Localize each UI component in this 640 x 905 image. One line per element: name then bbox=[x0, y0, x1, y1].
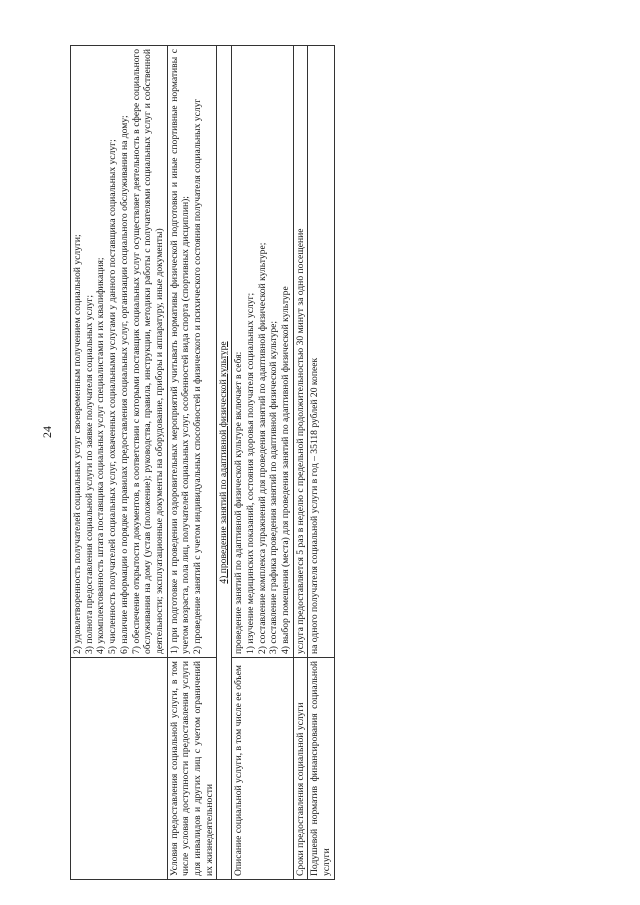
cell-terms-label: Сроки предоставления социальной услуги bbox=[293, 658, 308, 880]
list-item: 1) изучение медицинских показаний, состояния здоровья получателя социальных услуг; bbox=[244, 292, 256, 654]
list-item: 5) численность получателей социальных услуг, охваченных социальными услугами у данного поставщика социальных услуг; bbox=[107, 139, 119, 654]
rotated-page-content bbox=[70, 49, 575, 880]
table-row bbox=[308, 46, 334, 880]
list-item: 2) удовлетворенность получателей социальных услуг своевременным получением социальной услуги; bbox=[72, 234, 83, 654]
list-item: проведение занятий по адаптивной физической культуре включает в себя: bbox=[233, 351, 245, 654]
table-row bbox=[167, 46, 217, 880]
table-row bbox=[217, 46, 232, 880]
list-item: 1) при подготовке и проведении оздоровительных мероприятий учитывать нормативы физической подготовки и иные спортивные нормативы с учетом возраста, пола лиц, получателей социальных услуг, особенностей вида спорта (спортивных дисциплин); bbox=[168, 49, 192, 654]
list-item: 4) выбор помещения (места) для проведения занятий по адаптивной физической культуре bbox=[279, 286, 291, 654]
page-number: 24 bbox=[40, 426, 54, 438]
cell-conditions-label: Условия предоставления социальной услуги, в том числе условия доступности предоставления услуги для инвалидов и других лиц с учетом ограничений их жизнедеятельности bbox=[167, 658, 217, 880]
table-row bbox=[293, 46, 308, 880]
list-item: 3) составление графика проведения занятий по адаптивной физической культуре; bbox=[268, 320, 280, 654]
cell-description-label: Описание социальной услуги, в том числе ее объем bbox=[232, 658, 294, 880]
cell-empty bbox=[71, 658, 168, 880]
table-row bbox=[232, 46, 294, 880]
list-item: 3) полнота предоставления социальной услуги по заявке получателя социальных услуг; bbox=[83, 294, 95, 654]
list-item: 2) проведение занятий с учетом индивидуальных способностей и физического и психического состояния получателя социальных услуг bbox=[192, 98, 204, 654]
cell-quality-indicators bbox=[71, 46, 168, 658]
cell-description-value bbox=[232, 46, 294, 658]
list-item: 4) укомплектованность штата поставщика социальных услуг специалистами и их квалификация; bbox=[95, 257, 107, 654]
section-heading-cell bbox=[217, 46, 232, 880]
table-row bbox=[71, 46, 168, 880]
cell-norm-label: Подушевой норматив финансирования социальной услуги bbox=[308, 658, 334, 880]
cell-conditions-value bbox=[167, 46, 217, 658]
section-title: 4) проведение занятий по адаптивной физической культуре bbox=[218, 341, 230, 584]
list-item: 6) наличие информации о порядке и правилах предоставления социальных услуг, организации социального обслуживания на дому; bbox=[118, 115, 130, 654]
list-item: 2) составление комплекса упражнений для проведения занятий по адаптивной физической культуре; bbox=[256, 242, 268, 654]
cell-norm-value: на одного получателя социальной услуги в год – 35118 рублей 20 копеек bbox=[308, 46, 334, 658]
services-table bbox=[70, 45, 335, 880]
list-item: 7) обеспечение открытости документов, в соответствии с которыми поставщик социальных услуг осуществляет деятельность в сфере социального обслуживания на дому (устав (положение); руководства, правила, инструкции, методики работы с получателями социальных услуг и собственной деятельности; эксплуатационные документы на оборудование, приборы и аппаратуру, иные документы) bbox=[130, 49, 165, 654]
cell-terms-value: услуга предоставляется 5 раз в неделю с предельной продолжительностью 30 минут за одно посещение bbox=[293, 46, 308, 658]
